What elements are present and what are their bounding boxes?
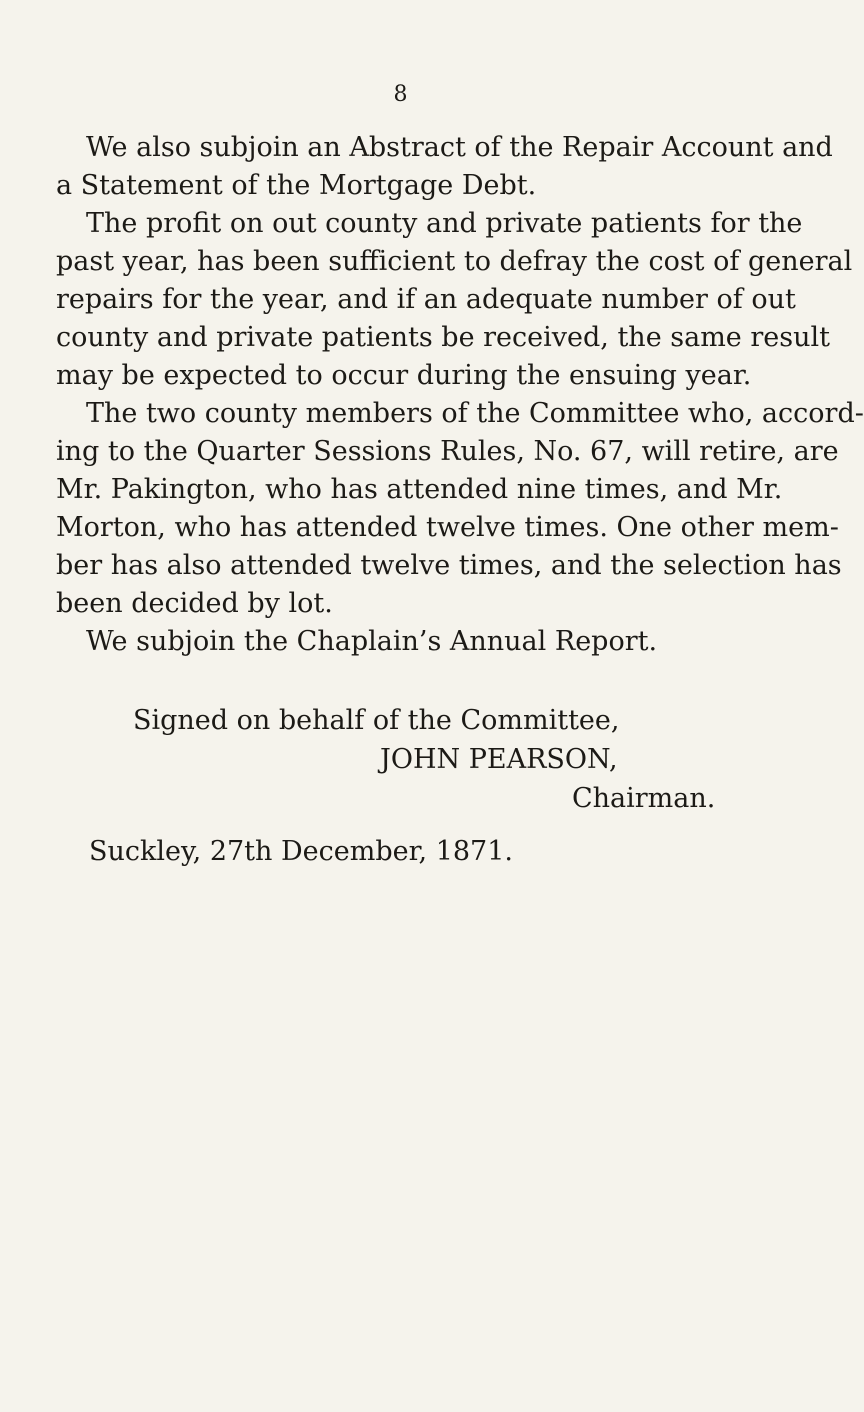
text-line: ing to the Quarter Sessions Rules, No. 67, will retire, are: [56, 436, 839, 467]
text-line: county and private patients be received, the same result: [56, 322, 830, 353]
signatory-name: JOHN PEARSON,: [380, 744, 618, 775]
text-line: We subjoin the Chaplain’s Annual Report.: [86, 626, 658, 657]
text-line: past year, has been sufficient to defray the cost of general: [56, 246, 853, 277]
text-line: a Statement of the Mortgage Debt.: [56, 170, 537, 201]
place-date: Suckley, 27th December, 1871.: [89, 836, 513, 867]
text-line: The two county members of the Committee who, accord-: [86, 398, 864, 429]
text-line: repairs for the year, and if an adequate number of out: [56, 284, 796, 315]
text-line: been decided by lot.: [56, 588, 333, 619]
signature-line: Signed on behalf of the Committee,: [133, 705, 620, 736]
signatory-title: Chairman.: [572, 783, 716, 814]
text-line: ber has also attended twelve times, and the selection has: [56, 550, 842, 581]
text-line: Morton, who has attended twelve times. One other mem-: [56, 512, 839, 543]
text-line: may be expected to occur during the ensuing year.: [56, 360, 752, 391]
text-line: The profit on out county and private patients for the: [86, 208, 803, 239]
text-line: Mr. Pakington, who has attended nine times, and Mr.: [56, 474, 783, 505]
text-line: We also subjoin an Abstract of the Repair Account and: [86, 132, 833, 163]
page-number: 8: [393, 82, 408, 107]
